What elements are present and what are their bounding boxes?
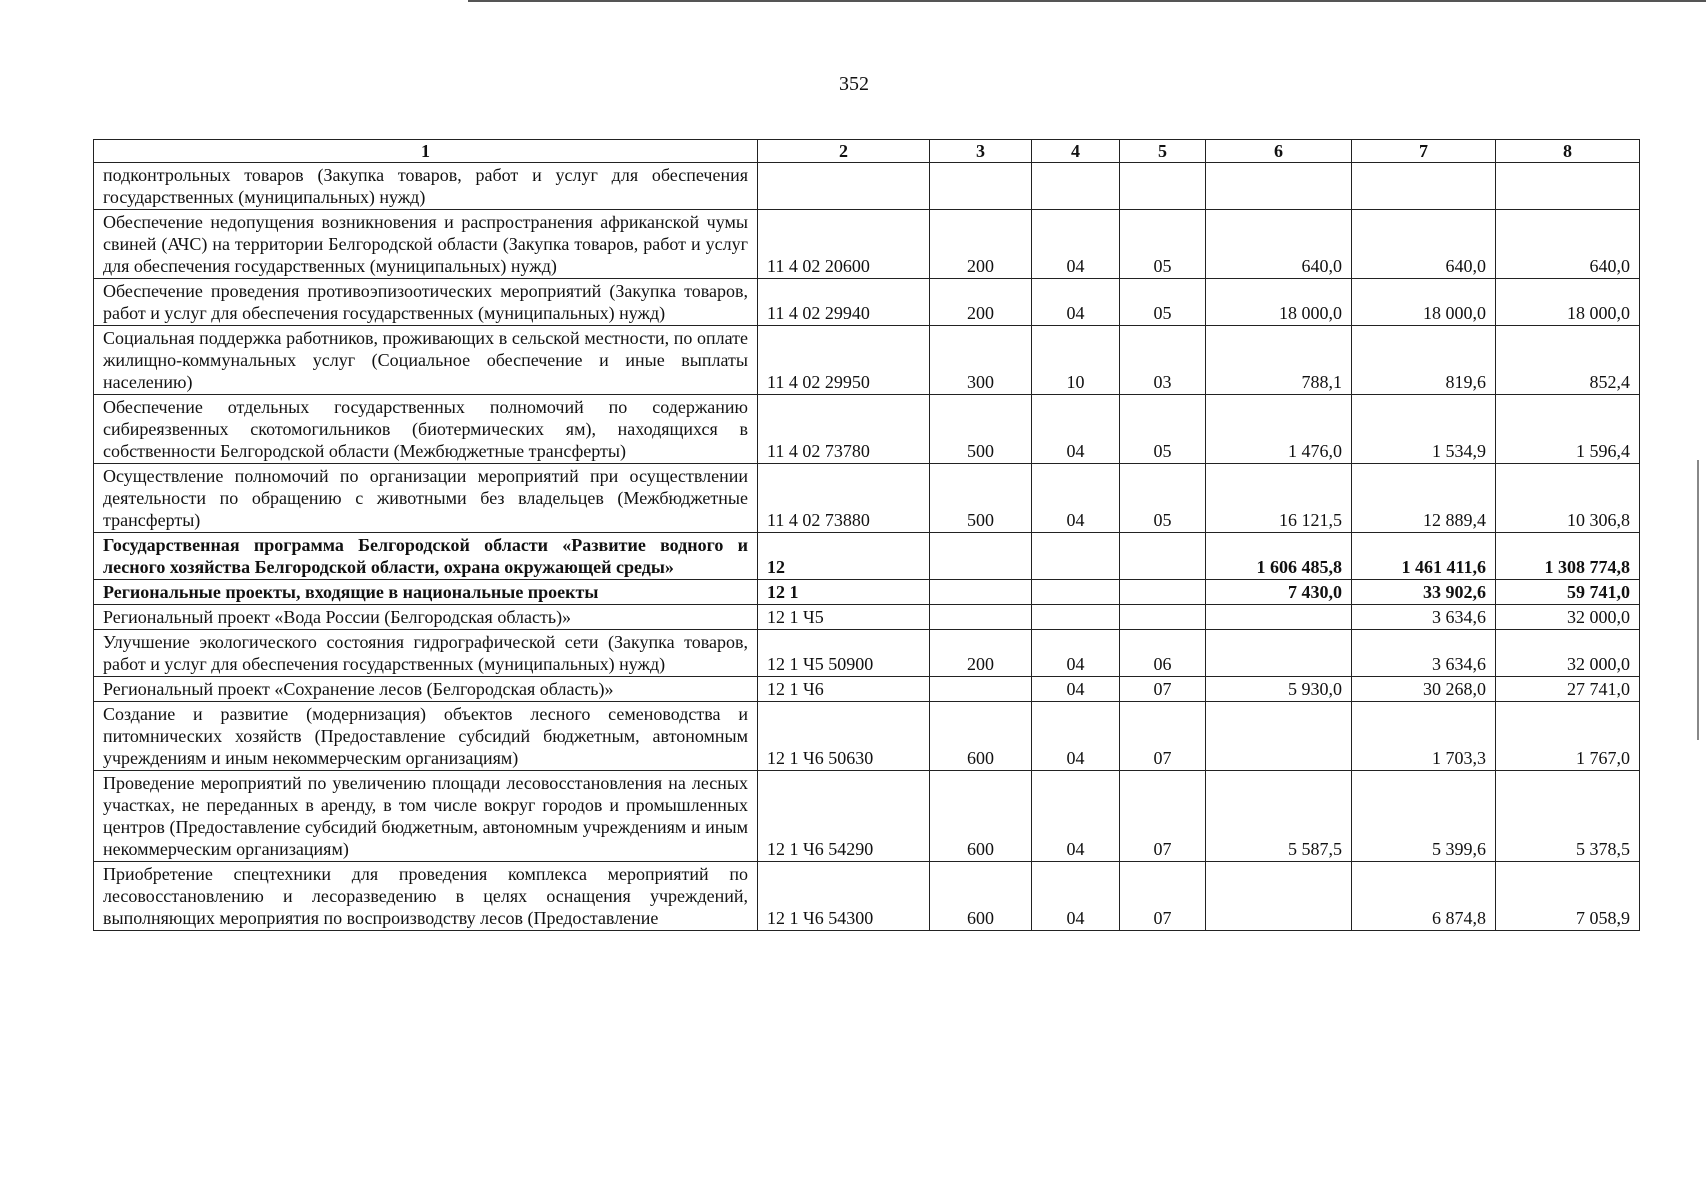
- section-cell: 04: [1032, 395, 1120, 464]
- section-cell: 10: [1032, 326, 1120, 395]
- column-number-row: [94, 140, 1640, 163]
- budget-table: [93, 139, 1640, 931]
- amount-year2-cell: 12 889,4: [1352, 464, 1496, 533]
- expense-type-cell: 200: [930, 279, 1032, 326]
- amount-year2-cell: 18 000,0: [1352, 279, 1496, 326]
- amount-year1-cell: 5 930,0: [1206, 677, 1352, 702]
- amount-year1-cell: 640,0: [1206, 210, 1352, 279]
- amount-year1-cell: 1 606 485,8: [1206, 533, 1352, 580]
- amount-year1-cell: [1206, 862, 1352, 931]
- amount-year3-cell: 5 378,5: [1496, 771, 1640, 862]
- subsection-cell: 07: [1120, 771, 1206, 862]
- target-code-cell: 11 4 02 29950: [758, 326, 930, 395]
- subsection-cell: 03: [1120, 326, 1206, 395]
- table-row: [94, 862, 1640, 931]
- column-header: 2: [758, 140, 930, 163]
- row-name-cell: Обеспечение отдельных государственных полномочий по содержанию сибиреязвенных скотомогильников (биотермических ям), находящихся в собственности Белгородской области (Межбюджетные трансферты): [94, 395, 758, 464]
- section-cell: 04: [1032, 702, 1120, 771]
- section-cell: 04: [1032, 464, 1120, 533]
- target-code-cell: 12 1 Ч6 54300: [758, 862, 930, 931]
- row-name-cell: подконтрольных товаров (Закупка товаров, работ и услуг для обеспечения государственных (муниципальных) нужд): [94, 163, 758, 210]
- amount-year2-cell: 5 399,6: [1352, 771, 1496, 862]
- target-code-cell: 11 4 02 73780: [758, 395, 930, 464]
- expense-type-cell: [930, 580, 1032, 605]
- row-name-cell: Улучшение экологического состояния гидрографической сети (Закупка товаров, работ и услуг для обеспечения государственных (муниципальных) нужд): [94, 630, 758, 677]
- table-row: [94, 395, 1640, 464]
- target-code-cell: 11 4 02 29940: [758, 279, 930, 326]
- table-row: [94, 210, 1640, 279]
- amount-year3-cell: 1 308 774,8: [1496, 533, 1640, 580]
- table-row: [94, 326, 1640, 395]
- expense-type-cell: 500: [930, 395, 1032, 464]
- target-code-cell: 12 1 Ч6: [758, 677, 930, 702]
- expense-type-cell: [930, 677, 1032, 702]
- row-name-cell: Обеспечение недопущения возникновения и распространения африканской чумы свиней (АЧС) на территории Белгородской области (Закупка товаров, работ и услуг для обеспечения государственных (муниципальных) нужд): [94, 210, 758, 279]
- amount-year3-cell: 10 306,8: [1496, 464, 1640, 533]
- amount-year3-cell: 59 741,0: [1496, 580, 1640, 605]
- amount-year1-cell: [1206, 605, 1352, 630]
- table-row: [94, 702, 1640, 771]
- row-name-cell: Региональный проект «Вода России (Белгородская область)»: [94, 605, 758, 630]
- column-header: 1: [94, 140, 758, 163]
- expense-type-cell: [930, 163, 1032, 210]
- amount-year1-cell: [1206, 630, 1352, 677]
- subsection-cell: 05: [1120, 210, 1206, 279]
- section-cell: [1032, 605, 1120, 630]
- section-cell: 04: [1032, 630, 1120, 677]
- section-cell: 04: [1032, 279, 1120, 326]
- amount-year2-cell: 1 703,3: [1352, 702, 1496, 771]
- section-cell: [1032, 580, 1120, 605]
- amount-year3-cell: 27 741,0: [1496, 677, 1640, 702]
- target-code-cell: 12: [758, 533, 930, 580]
- section-cell: 04: [1032, 862, 1120, 931]
- amount-year3-cell: 640,0: [1496, 210, 1640, 279]
- amount-year2-cell: 3 634,6: [1352, 605, 1496, 630]
- amount-year3-cell: 852,4: [1496, 326, 1640, 395]
- amount-year3-cell: 1 767,0: [1496, 702, 1640, 771]
- table-row: [94, 605, 1640, 630]
- row-name-cell: Создание и развитие (модернизация) объектов лесного семеноводства и питомнических хозяйств (Предоставление субсидий бюджетным, автономным учреждениям и иным некоммерческим организациям): [94, 702, 758, 771]
- target-code-cell: 12 1 Ч5 50900: [758, 630, 930, 677]
- target-code-cell: 11 4 02 73880: [758, 464, 930, 533]
- subsection-cell: 07: [1120, 677, 1206, 702]
- column-header: 8: [1496, 140, 1640, 163]
- subsection-cell: 06: [1120, 630, 1206, 677]
- section-cell: 04: [1032, 771, 1120, 862]
- target-code-cell: 11 4 02 20600: [758, 210, 930, 279]
- table-row: [94, 677, 1640, 702]
- subsection-cell: 07: [1120, 862, 1206, 931]
- amount-year1-cell: 5 587,5: [1206, 771, 1352, 862]
- section-cell: [1032, 533, 1120, 580]
- table-row: [94, 464, 1640, 533]
- row-name-cell: Социальная поддержка работников, проживающих в сельской местности, по оплате жилищно-коммунальных услуг (Социальное обеспечение и иные выплаты населению): [94, 326, 758, 395]
- column-header: 3: [930, 140, 1032, 163]
- amount-year1-cell: [1206, 702, 1352, 771]
- row-name-cell: Проведение мероприятий по увеличению площади лесовосстановления на лесных участках, не переданных в аренду, в том числе вокруг городов и промышленных центров (Предоставление субсидий бюджетным, автономным учреждениям и иным некоммерческим организациям): [94, 771, 758, 862]
- amount-year1-cell: 18 000,0: [1206, 279, 1352, 326]
- subsection-cell: [1120, 163, 1206, 210]
- row-name-cell: Обеспечение проведения противоэпизоотических мероприятий (Закупка товаров, работ и услуг для обеспечения государственных (муниципальных) нужд): [94, 279, 758, 326]
- table-row: [94, 771, 1640, 862]
- expense-type-cell: 300: [930, 326, 1032, 395]
- row-name-cell: Осуществление полномочий по организации мероприятий при осуществлении деятельности по обращению с животными без владельцев (Межбюджетные трансферты): [94, 464, 758, 533]
- scan-edge-mark: [1697, 460, 1699, 740]
- amount-year3-cell: 18 000,0: [1496, 279, 1640, 326]
- table-row: [94, 630, 1640, 677]
- amount-year2-cell: 30 268,0: [1352, 677, 1496, 702]
- expense-type-cell: [930, 533, 1032, 580]
- amount-year3-cell: 7 058,9: [1496, 862, 1640, 931]
- amount-year2-cell: 33 902,6: [1352, 580, 1496, 605]
- row-name-cell: Региональные проекты, входящие в национальные проекты: [94, 580, 758, 605]
- amount-year2-cell: [1352, 163, 1496, 210]
- section-cell: [1032, 163, 1120, 210]
- subsection-cell: [1120, 580, 1206, 605]
- subsection-cell: 05: [1120, 464, 1206, 533]
- amount-year2-cell: 6 874,8: [1352, 862, 1496, 931]
- amount-year3-cell: 1 596,4: [1496, 395, 1640, 464]
- subsection-cell: [1120, 533, 1206, 580]
- amount-year1-cell: [1206, 163, 1352, 210]
- subsection-cell: 07: [1120, 702, 1206, 771]
- page-number: 352: [839, 73, 869, 95]
- section-cell: 04: [1032, 210, 1120, 279]
- target-code-cell: [758, 163, 930, 210]
- table-row: [94, 279, 1640, 326]
- amount-year1-cell: 788,1: [1206, 326, 1352, 395]
- expense-type-cell: [930, 605, 1032, 630]
- row-name-cell: Региональный проект «Сохранение лесов (Белгородская область)»: [94, 677, 758, 702]
- column-header: 7: [1352, 140, 1496, 163]
- amount-year2-cell: 1 461 411,6: [1352, 533, 1496, 580]
- table-row: [94, 580, 1640, 605]
- top-border-line: [468, 0, 1706, 2]
- amount-year2-cell: 1 534,9: [1352, 395, 1496, 464]
- target-code-cell: 12 1 Ч5: [758, 605, 930, 630]
- amount-year1-cell: 7 430,0: [1206, 580, 1352, 605]
- expense-type-cell: 600: [930, 862, 1032, 931]
- amount-year2-cell: 640,0: [1352, 210, 1496, 279]
- amount-year2-cell: 3 634,6: [1352, 630, 1496, 677]
- amount-year1-cell: 1 476,0: [1206, 395, 1352, 464]
- expense-type-cell: 500: [930, 464, 1032, 533]
- target-code-cell: 12 1 Ч6 54290: [758, 771, 930, 862]
- amount-year1-cell: 16 121,5: [1206, 464, 1352, 533]
- table-row: [94, 533, 1640, 580]
- subsection-cell: 05: [1120, 395, 1206, 464]
- row-name-cell: Приобретение спецтехники для проведения комплекса мероприятий по лесовосстановлению и лесоразведению в целях оснащения учреждений, выполняющих мероприятия по воспроизводству лесов (Предоставление: [94, 862, 758, 931]
- column-header: 6: [1206, 140, 1352, 163]
- table-row: [94, 163, 1640, 210]
- column-header: 4: [1032, 140, 1120, 163]
- expense-type-cell: 200: [930, 210, 1032, 279]
- expense-type-cell: 600: [930, 702, 1032, 771]
- target-code-cell: 12 1: [758, 580, 930, 605]
- target-code-cell: 12 1 Ч6 50630: [758, 702, 930, 771]
- amount-year2-cell: 819,6: [1352, 326, 1496, 395]
- section-cell: 04: [1032, 677, 1120, 702]
- expense-type-cell: 200: [930, 630, 1032, 677]
- subsection-cell: 05: [1120, 279, 1206, 326]
- row-name-cell: Государственная программа Белгородской области «Развитие водного и лесного хозяйства Белгородской области, охрана окружающей среды»: [94, 533, 758, 580]
- expense-type-cell: 600: [930, 771, 1032, 862]
- subsection-cell: [1120, 605, 1206, 630]
- amount-year3-cell: 32 000,0: [1496, 630, 1640, 677]
- column-header: 5: [1120, 140, 1206, 163]
- amount-year3-cell: [1496, 163, 1640, 210]
- amount-year3-cell: 32 000,0: [1496, 605, 1640, 630]
